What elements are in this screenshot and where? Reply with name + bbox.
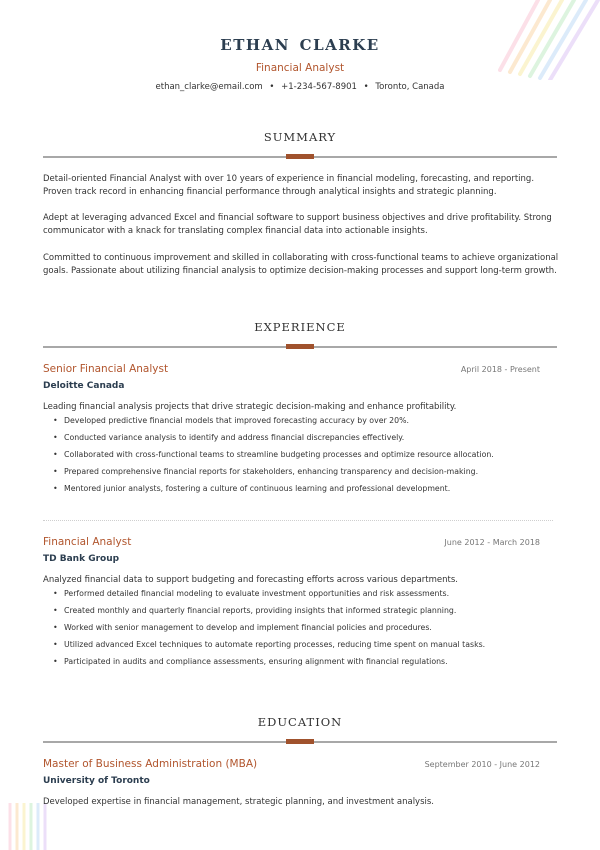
contact-line <box>0 82 600 92</box>
experience-entry <box>43 536 540 672</box>
bullet-icon: • <box>53 450 58 459</box>
location: Toronto, Canada <box>375 82 445 92</box>
summary-paragraph: Committed to continuous improvement and skilled in collaborating with cross-functional teams to achieve organizational goals. Passionate about utilizing financial analysis to optimize decision-making processes and support long-term growth. <box>43 253 559 276</box>
section-rule-accent <box>286 154 314 159</box>
section-rule-accent <box>286 344 314 349</box>
education-entry <box>43 758 540 807</box>
job-title: Senior Financial Analyst <box>43 363 169 375</box>
job-bullets <box>51 587 540 672</box>
phone-number: +1-234-567-8901 <box>281 82 357 92</box>
section-rule-accent <box>286 739 314 744</box>
list-item: • Performed detailed financial modeling to evaluate investment opportunities and risk assessments. <box>53 589 450 598</box>
bullet-icon: • <box>53 589 58 598</box>
list-item: • Utilized advanced Excel techniques to automate reporting processes, reducing time spent on manual tasks. <box>53 640 486 649</box>
list-item: • Collaborated with cross-functional teams to streamline budgeting processes and optimize resource allocation. <box>53 450 494 459</box>
summary-paragraph: Adept at leveraging advanced Excel and financial software to support business objectives and drive profitability. Strong communicator with a knack for translating complex financial data into actionable insights. <box>43 213 552 236</box>
job-dates: April 2018 - Present <box>460 365 540 374</box>
list-item: • Developed predictive financial models that improved forecasting accuracy by over 20%. <box>53 416 409 425</box>
bullet-icon: • <box>53 484 58 493</box>
list-item: • Created monthly and quarterly financial reports, providing insights that informed strategic planning. <box>53 606 457 615</box>
section-rule <box>43 741 557 743</box>
candidate-title: Financial Analyst <box>255 62 345 74</box>
email-link[interactable]: ethan_clarke@email.com <box>155 82 263 92</box>
company-name: TD Bank Group <box>43 554 120 564</box>
education-section-header <box>43 715 557 743</box>
education-description: Developed expertise in financial management, strategic planning, and investment analysis. <box>43 797 434 807</box>
bullet-icon: • <box>53 433 58 442</box>
experience-heading: EXPERIENCE <box>254 320 346 334</box>
job-description: Leading financial analysis projects that drive strategic decision-making and enhance profitability. <box>43 402 457 412</box>
experience-section-header <box>43 320 557 348</box>
list-item: • Worked with senior management to develop and implement financial policies and procedures. <box>53 623 432 632</box>
contact-separator: • <box>363 82 369 92</box>
school-name: University of Toronto <box>43 776 150 786</box>
section-rule <box>43 156 557 158</box>
bullet-icon: • <box>53 640 58 649</box>
bullet-icon: • <box>53 623 58 632</box>
section-rule <box>43 346 557 348</box>
education-heading: EDUCATION <box>257 715 343 729</box>
list-item: • Mentored junior analysts, fostering a culture of continuous learning and professional development. <box>53 484 451 493</box>
contact-separator: • <box>269 82 275 92</box>
list-item: • Prepared comprehensive financial reports for stakeholders, enhancing transparency and decision-making. <box>53 467 479 476</box>
job-title: Financial Analyst <box>43 536 132 548</box>
summary-heading: SUMMARY <box>263 130 337 144</box>
bullet-icon: • <box>53 657 58 666</box>
degree-title: Master of Business Administration (MBA) <box>43 758 258 770</box>
summary-section-header <box>43 130 557 158</box>
entry-divider <box>43 520 553 521</box>
summary-paragraph: Detail-oriented Financial Analyst with over 10 years of experience in financial modeling, forecasting, and reporting. Proven track record in enhancing financial performance through analytical insights and strategic planning. <box>43 174 535 197</box>
list-item: • Participated in audits and compliance assessments, ensuring alignment with financial regulations. <box>53 657 448 666</box>
job-bullets <box>51 414 540 499</box>
bullet-icon: • <box>53 416 58 425</box>
experience-entry <box>43 363 540 499</box>
candidate-name: ETHAN CLARKE <box>220 36 380 54</box>
resume-header <box>0 36 600 92</box>
list-item: • Conducted variance analysis to identify and address financial discrepancies effectively. <box>53 433 405 442</box>
bullet-icon: • <box>53 606 58 615</box>
company-name: Deloitte Canada <box>43 381 125 391</box>
education-dates: September 2010 - June 2012 <box>424 760 540 769</box>
job-description: Analyzed financial data to support budgeting and forecasting efforts across various departments. <box>43 575 458 585</box>
bullet-icon: • <box>53 467 58 476</box>
job-dates: June 2012 - March 2018 <box>444 538 540 547</box>
